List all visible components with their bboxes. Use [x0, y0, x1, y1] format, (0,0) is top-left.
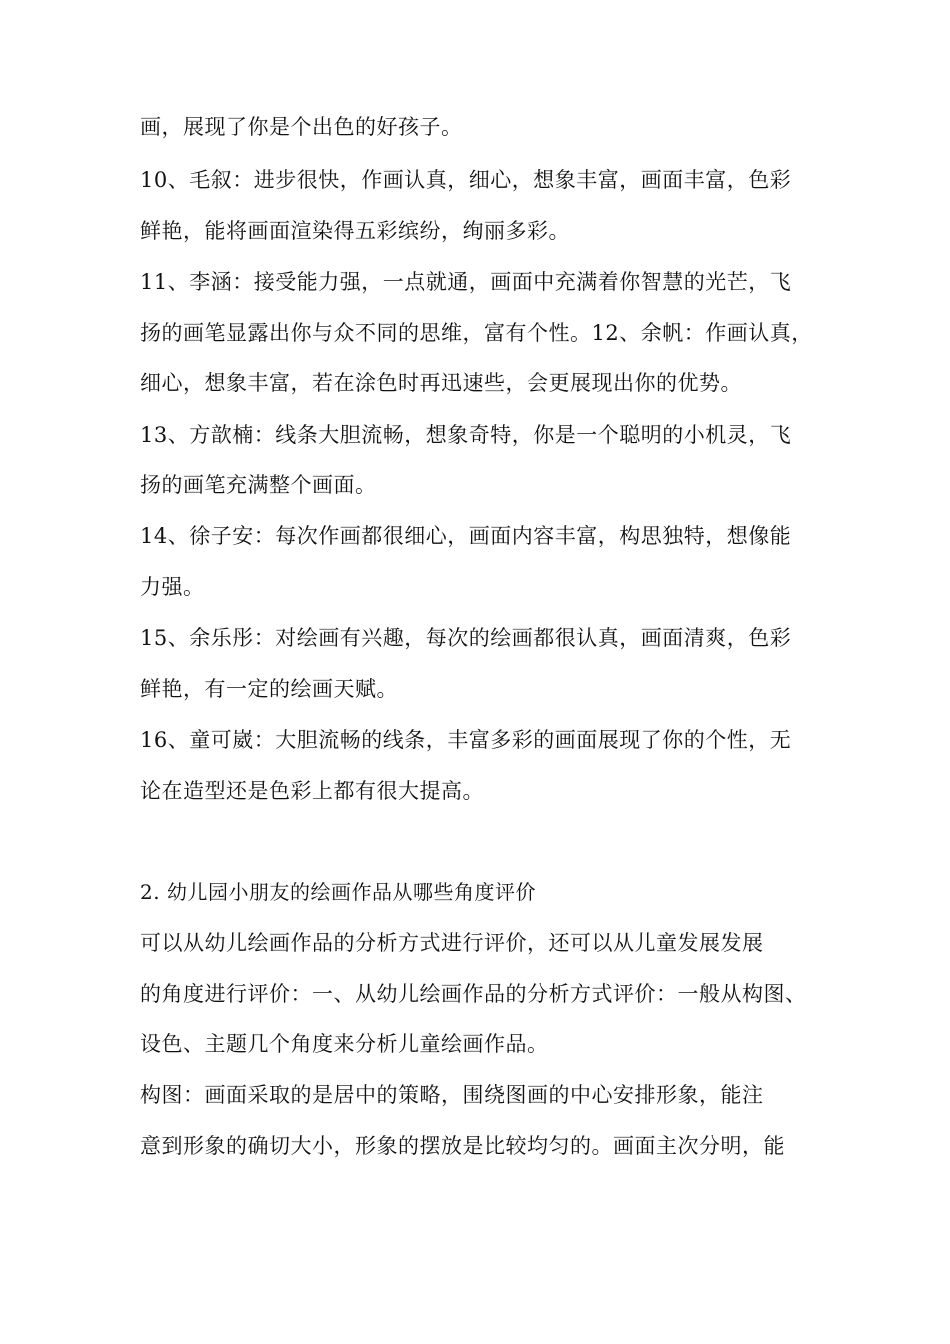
- text-line: 画，展现了你是个出色的好孩子。: [140, 115, 463, 139]
- text-line: 可以从幼儿绘画作品的分析方式进行评价，还可以从儿童发展发展: [140, 931, 764, 955]
- text-line: 10、毛叙：进步很快，作画认真，细心，想象丰富，画面丰富，色彩: [140, 168, 792, 192]
- text-line: 扬的画笔充满整个画面。: [140, 473, 377, 497]
- text-line: 细心，想象丰富，若在涂色时再迅速些，会更展现出你的优势。: [140, 371, 742, 395]
- text-line: 鲜艳，有一定的绘画天赋。: [140, 677, 398, 701]
- text-line: 扬的画笔显露出你与众不同的思维，富有个性。12、余帆：作画认真，: [140, 321, 813, 345]
- text-line: 16、童可崴：大胆流畅的线条，丰富多彩的画面展现了你的个性，无: [140, 728, 792, 752]
- text-line: 的角度进行评价：一、从幼儿绘画作品的分析方式评价：一般从构图、: [140, 982, 807, 1006]
- text-line: 14、徐子安：每次作画都很细心，画面内容丰富，构思独特，想像能: [140, 524, 792, 548]
- text-line: 13、方歆楠：线条大胆流畅，想象奇特，你是一个聪明的小机灵，飞: [140, 423, 792, 447]
- text-line: 设色、主题几个角度来分析儿童绘画作品。: [140, 1032, 549, 1056]
- section-heading: 2. 幼儿园小朋友的绘画作品从哪些角度评价: [140, 880, 536, 904]
- text-line: 构图：画面采取的是居中的策略，围绕图画的中心安排形象，能注: [140, 1083, 764, 1107]
- text-line: 力强。: [140, 575, 205, 599]
- text-line: 11、李涵：接受能力强，一点就通，画面中充满着你智慧的光芒，飞: [140, 270, 792, 294]
- text-line: 意到形象的确切大小，形象的摆放是比较均匀的。画面主次分明，能: [140, 1134, 785, 1158]
- text-line: 鲜艳，能将画面渲染得五彩缤纷，绚丽多彩。: [140, 219, 570, 243]
- text-line: 15、余乐彤：对绘画有兴趣，每次的绘画都很认真，画面清爽，色彩: [140, 626, 792, 650]
- text-line: 论在造型还是色彩上都有很大提高。: [140, 779, 484, 803]
